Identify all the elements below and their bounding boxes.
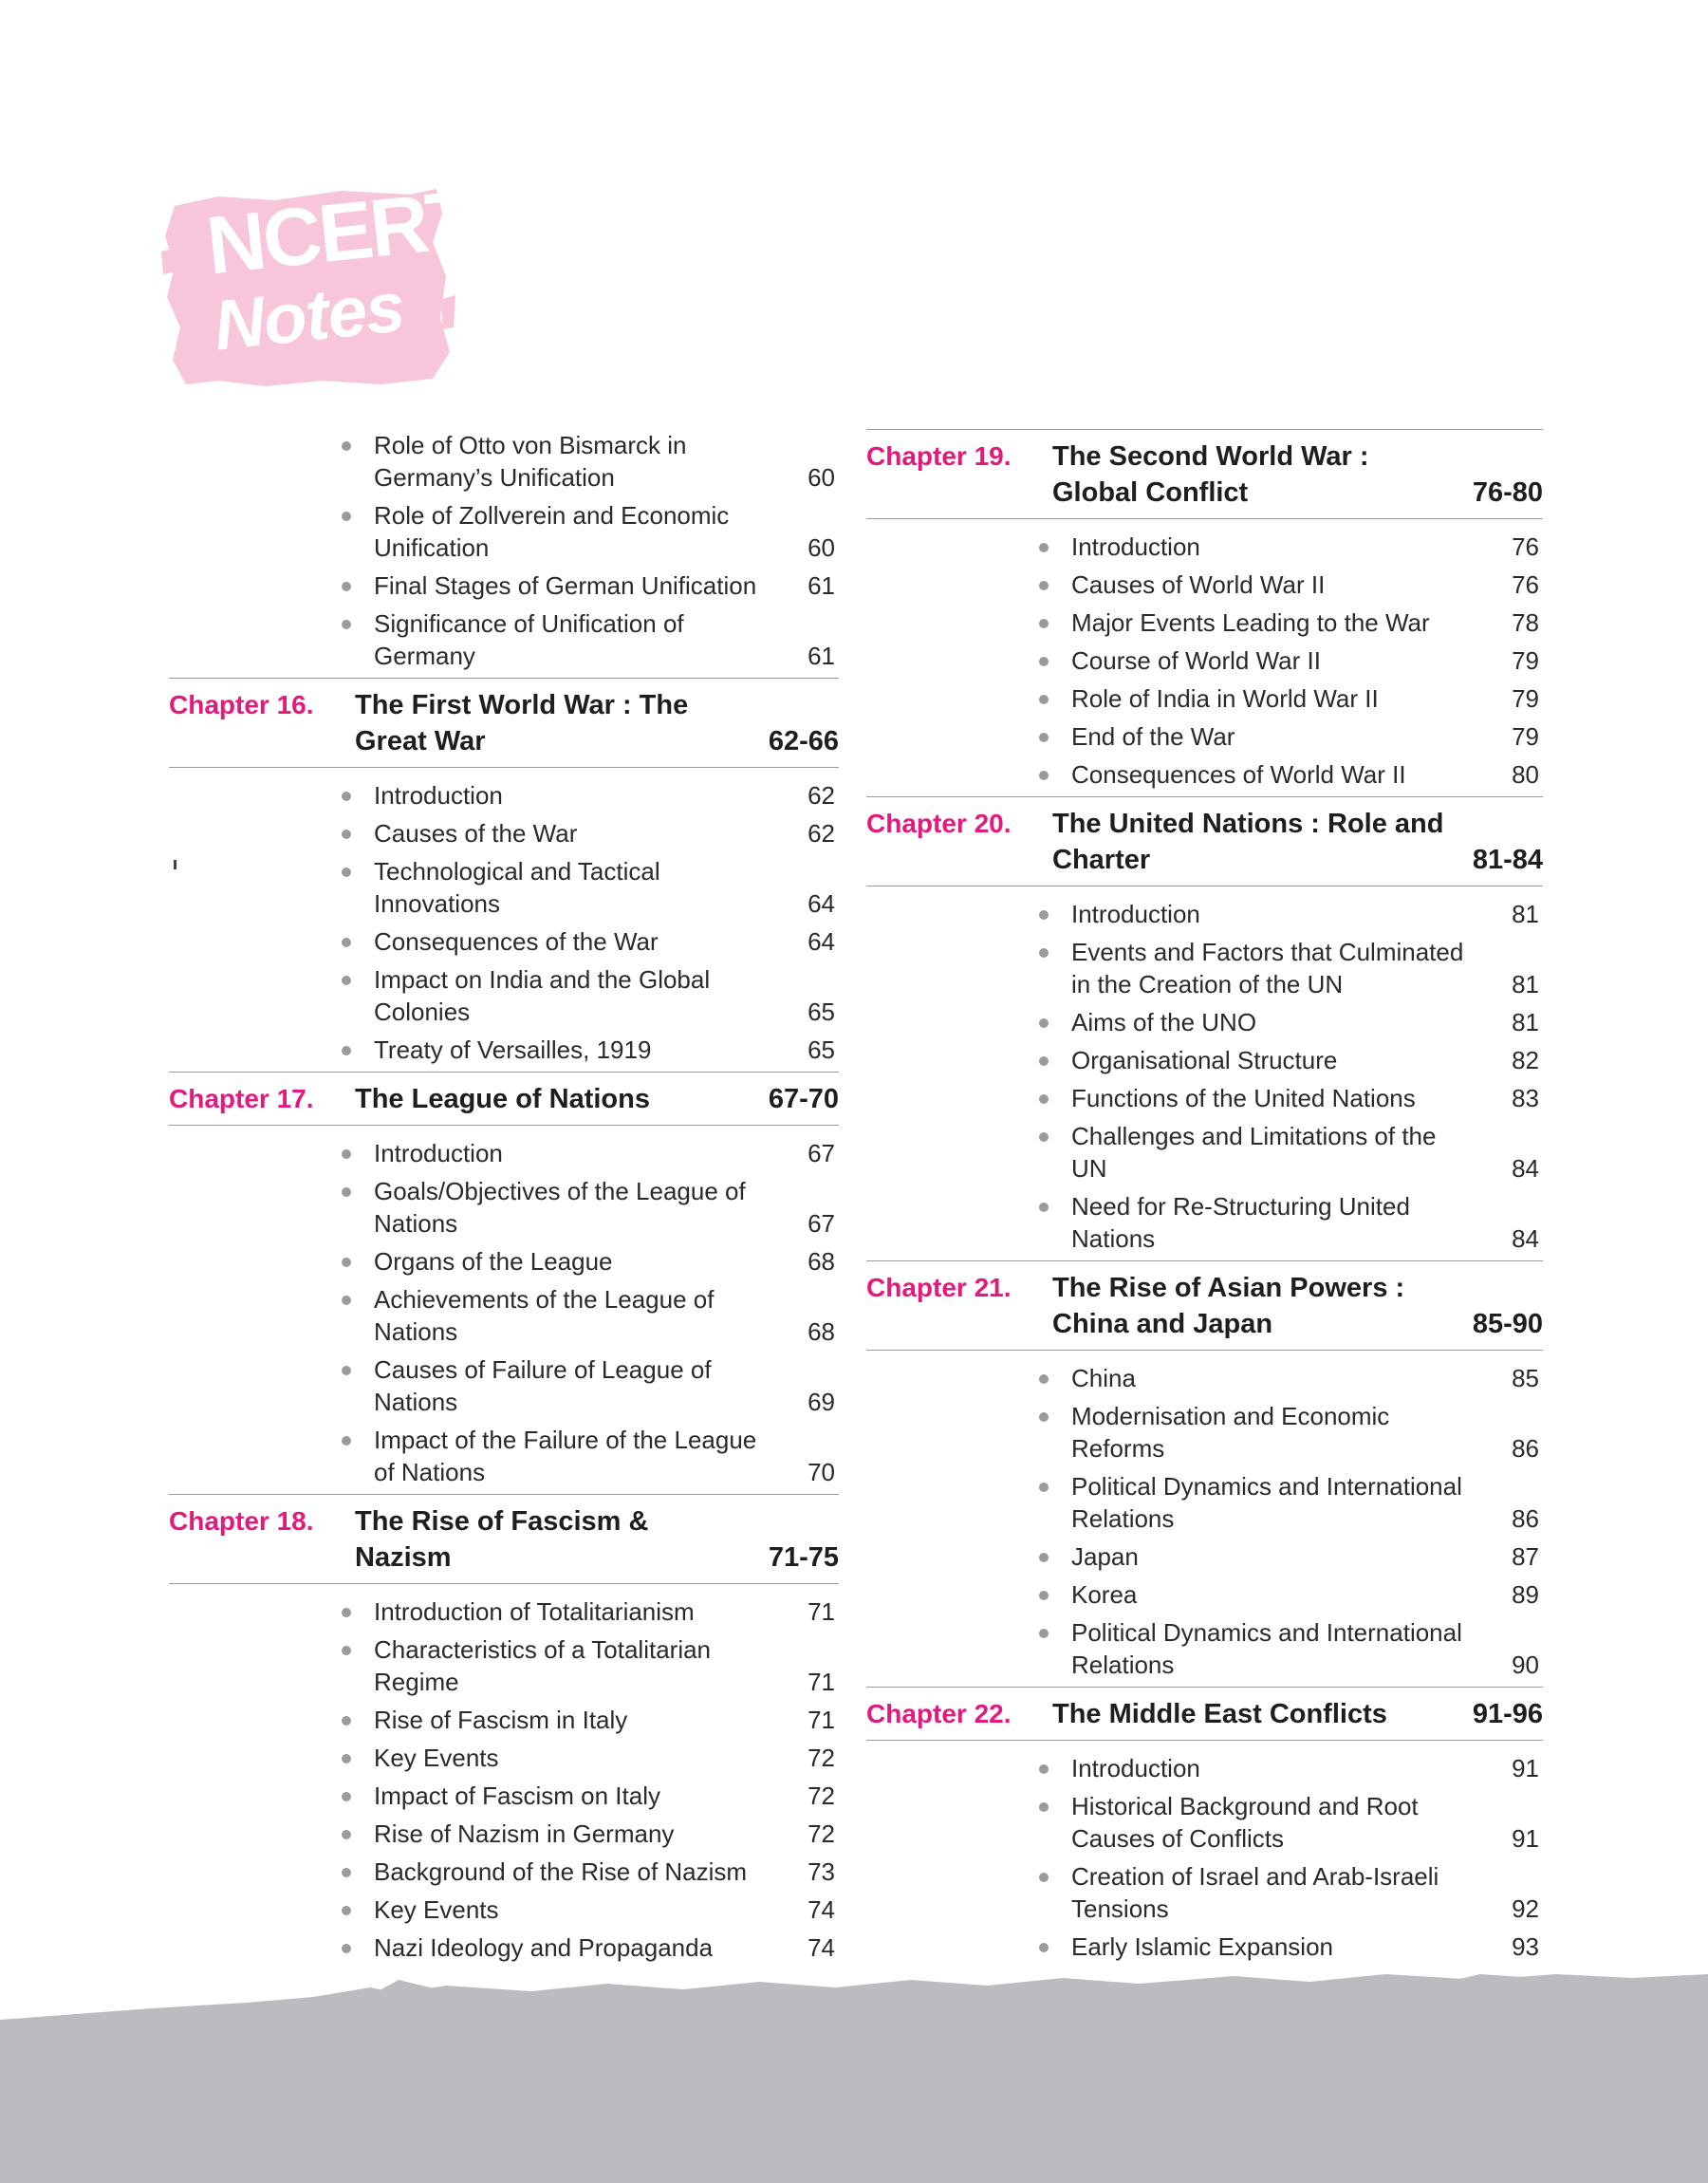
- toc-item[interactable]: [1037, 1790, 1543, 1855]
- chapter-20-heading[interactable]: [866, 796, 1543, 886]
- toc-item-page: 62: [808, 781, 835, 810]
- bullet-icon: [342, 1046, 351, 1055]
- toc-item-text: Challenges and Limitations of the UN: [1071, 1122, 1437, 1183]
- chapter-pages: 67-70: [768, 1084, 839, 1114]
- toc-item-page: 72: [808, 1782, 835, 1810]
- bullet-icon: [342, 1646, 351, 1655]
- toc-item[interactable]: [340, 963, 839, 1028]
- bullet-icon: [1039, 581, 1049, 590]
- toc-item[interactable]: [340, 855, 839, 920]
- toc-item-page: 79: [1512, 722, 1539, 751]
- logo-line-ncert: NCERT: [202, 173, 478, 292]
- toc-item-page: 67: [808, 1209, 835, 1238]
- toc-item-page: 67: [808, 1139, 835, 1167]
- toc-item-page: 86: [1512, 1504, 1539, 1533]
- bullet-icon: [342, 512, 351, 521]
- bullet-icon: [1039, 948, 1049, 958]
- chapter-label: Chapter 20.: [866, 809, 1012, 838]
- chapter-19-items: [866, 531, 1543, 791]
- bullet-icon: [1039, 695, 1049, 704]
- toc-item-text: Introduction: [1071, 1754, 1200, 1782]
- toc-left-column: [169, 429, 839, 1969]
- bullet-icon: [1039, 1553, 1049, 1562]
- chapter-18-heading[interactable]: [169, 1494, 839, 1584]
- toc-item[interactable]: [340, 1283, 839, 1348]
- chapter-21-heading[interactable]: [866, 1260, 1543, 1351]
- toc-item[interactable]: [1037, 1190, 1543, 1255]
- bullet-icon: [1039, 1943, 1049, 1952]
- toc-item-page: 90: [1512, 1651, 1539, 1679]
- toc-item-page: 79: [1512, 684, 1539, 713]
- chapter-title: The First World War : The Great War: [355, 690, 689, 756]
- toc-item-text: Role of Otto von Bismarck in Germany’s Unification: [374, 431, 687, 492]
- toc-item[interactable]: [1037, 758, 1543, 791]
- toc-item-page: 70: [808, 1458, 835, 1486]
- toc-item-page: 76: [1512, 532, 1539, 561]
- toc-item-text: Background of the Rise of Nazism: [374, 1857, 748, 1886]
- toc-item-page: 74: [808, 1933, 835, 1962]
- bullet-icon: [342, 938, 351, 947]
- logo-line-notes: Notes: [210, 267, 408, 365]
- bullet-icon: [1039, 1094, 1049, 1104]
- bullet-icon: [1039, 1374, 1049, 1384]
- toc-item[interactable]: [1037, 682, 1543, 715]
- toc-item-text: Achievements of the League of Nations: [374, 1285, 715, 1346]
- toc-item[interactable]: [340, 569, 839, 602]
- toc-item-text: Organs of the League: [374, 1247, 613, 1276]
- toc-item[interactable]: [340, 1818, 839, 1850]
- toc-item-page: 69: [808, 1388, 835, 1416]
- bullet-icon: [342, 1792, 351, 1801]
- toc-item[interactable]: [340, 925, 839, 958]
- bullet-icon: [342, 1716, 351, 1726]
- toc-item[interactable]: [1037, 936, 1543, 1000]
- toc-item[interactable]: [1037, 606, 1543, 639]
- toc-item-page: 65: [808, 1036, 835, 1064]
- toc-item-text: Causes of Failure of League of Nations: [374, 1355, 712, 1416]
- toc-item-text: Technological and Tactical Innovations: [374, 857, 660, 918]
- toc-item[interactable]: [340, 429, 839, 494]
- toc-item-text: Early Islamic Expansion: [1071, 1932, 1333, 1961]
- bullet-icon: [342, 1149, 351, 1159]
- toc-item-page: 85: [1512, 1364, 1539, 1392]
- toc-item-text: Modernisation and Economic Reforms: [1071, 1402, 1390, 1463]
- toc-item[interactable]: [340, 1424, 839, 1488]
- toc-item[interactable]: [1037, 1931, 1543, 1963]
- toc-item-page: 68: [808, 1247, 835, 1276]
- bullet-icon: [1039, 1591, 1049, 1600]
- toc-item[interactable]: [340, 1780, 839, 1812]
- toc-item-text: Organisational Structure: [1071, 1046, 1338, 1074]
- toc-item-text: Aims of the UNO: [1071, 1008, 1257, 1036]
- chapter-title: The Middle East Conflicts: [1052, 1699, 1387, 1729]
- toc-item-page: 60: [808, 463, 835, 492]
- bullet-icon: [1039, 1018, 1049, 1028]
- toc-item[interactable]: [340, 1742, 839, 1774]
- bullet-icon: [1039, 1132, 1049, 1142]
- chapter-16-heading[interactable]: [169, 678, 839, 768]
- toc-item-text: Rise of Fascism in Italy: [374, 1706, 628, 1734]
- chapter-label: Chapter 21.: [866, 1273, 1012, 1302]
- bullet-icon: [1039, 1056, 1049, 1066]
- toc-item-text: China: [1071, 1364, 1136, 1392]
- toc-item-text: Events and Factors that Culminated in the Creation of the UN: [1071, 938, 1464, 998]
- toc-item[interactable]: [340, 1034, 839, 1066]
- toc-item-text: Creation of Israel and Arab-Israeli Tensions: [1071, 1862, 1439, 1923]
- toc-item-text: Korea: [1071, 1580, 1138, 1609]
- toc-item[interactable]: [340, 1633, 839, 1698]
- chapter-22-heading[interactable]: [866, 1687, 1543, 1741]
- bullet-icon: [1039, 1629, 1049, 1638]
- toc-item-text: Introduction: [374, 1139, 503, 1167]
- chapter-16-items: [169, 779, 839, 1066]
- bullet-icon: [1039, 1412, 1049, 1422]
- toc-right-column: [866, 429, 1543, 1968]
- chapter-pages: 76-80: [1472, 477, 1543, 508]
- toc-item-text: Introduction of Totalitarianism: [374, 1597, 695, 1626]
- toc-item-text: Characteristics of a Totalitarian Regime: [374, 1635, 712, 1696]
- toc-item-text: Impact on India and the Global Colonies: [374, 965, 711, 1026]
- bullet-icon: [1039, 771, 1049, 780]
- toc-item[interactable]: [340, 817, 839, 849]
- toc-item-page: 71: [808, 1668, 835, 1696]
- toc-item-text: Causes of the War: [374, 819, 578, 848]
- chapter-18-items: [169, 1595, 839, 1964]
- toc-item-text: Role of Zollverein and Economic Unification: [374, 501, 730, 562]
- bullet-icon: [342, 1830, 351, 1839]
- toc-item[interactable]: [340, 607, 839, 672]
- toc-item-page: 73: [808, 1857, 835, 1886]
- toc-item-page: 76: [1512, 570, 1539, 599]
- toc-item-text: Key Events: [374, 1744, 499, 1772]
- toc-item-page: 62: [808, 819, 835, 848]
- toc-item[interactable]: [1037, 531, 1543, 563]
- toc-item-text: Impact of Fascism on Italy: [374, 1782, 660, 1810]
- toc-item-text: Consequences of World War II: [1071, 760, 1406, 789]
- toc-item[interactable]: [1037, 1044, 1543, 1076]
- bullet-icon: [342, 1436, 351, 1446]
- toc-item-page: 84: [1512, 1224, 1539, 1253]
- chapter-pages: 62-66: [768, 726, 839, 756]
- bullet-icon: [342, 1608, 351, 1617]
- toc-item-page: 82: [1512, 1046, 1539, 1074]
- toc-item[interactable]: [1037, 898, 1543, 930]
- toc-item[interactable]: [1037, 720, 1543, 753]
- toc-item[interactable]: [1037, 569, 1543, 601]
- toc-item-page: 68: [808, 1317, 835, 1346]
- toc-item-text: Course of World War II: [1071, 646, 1321, 675]
- chapter-pages: 85-90: [1472, 1309, 1543, 1339]
- chapter-pages: 71-75: [768, 1542, 839, 1573]
- toc-item-text: Political Dynamics and International Relations: [1071, 1618, 1462, 1679]
- chapter-label: Chapter 16.: [169, 690, 314, 719]
- toc-item[interactable]: [1037, 644, 1543, 677]
- toc-item-page: 92: [1512, 1894, 1539, 1923]
- ncert-notes-logo: [161, 173, 478, 389]
- toc-item-page: 93: [1512, 1932, 1539, 1961]
- toc-item-text: Impact of the Failure of the League of Nations: [374, 1426, 757, 1486]
- toc-item-page: 61: [808, 642, 835, 670]
- toc-item-page: 74: [808, 1895, 835, 1924]
- chapter-label: Chapter 18.: [169, 1506, 314, 1536]
- chapter-title: The United Nations : Role and Charter: [1052, 809, 1444, 875]
- chapter-label: Chapter 17.: [169, 1084, 314, 1113]
- toc-item-text: Functions of the United Nations: [1071, 1084, 1416, 1112]
- toc-item-page: 91: [1512, 1824, 1539, 1853]
- toc-item[interactable]: [1037, 1120, 1543, 1185]
- toc-item[interactable]: [340, 1245, 839, 1278]
- toc-item[interactable]: [340, 1175, 839, 1240]
- toc-item-text: Goals/Objectives of the League of Nations: [374, 1177, 746, 1238]
- toc-item[interactable]: [1037, 1540, 1543, 1573]
- bullet-icon: [1039, 1764, 1049, 1774]
- toc-item-text: Major Events Leading to the War: [1071, 608, 1430, 637]
- toc-item-page: 65: [808, 998, 835, 1026]
- toc-item[interactable]: [1037, 1400, 1543, 1465]
- bullet-icon: [342, 582, 351, 591]
- toc-item-text: Rise of Nazism in Germany: [374, 1819, 675, 1848]
- bullet-icon: [1039, 543, 1049, 552]
- bullet-icon: [342, 1258, 351, 1267]
- bullet-icon: [342, 1366, 351, 1375]
- bullet-icon: [342, 1868, 351, 1877]
- toc-item-page: 78: [1512, 608, 1539, 637]
- toc-item-text: Nazi Ideology and Propaganda: [374, 1933, 714, 1962]
- bottom-brush-band: [0, 1974, 1708, 2183]
- bullet-icon: [342, 1296, 351, 1305]
- bullet-icon: [1039, 733, 1049, 742]
- toc-item-text: Introduction: [374, 781, 503, 810]
- chapter-label: Chapter 22.: [866, 1699, 1012, 1728]
- bullet-icon: [342, 830, 351, 839]
- toc-item[interactable]: [340, 1894, 839, 1926]
- chapter-title: The Rise of Fascism & Nazism: [355, 1506, 649, 1573]
- toc-item-text: Causes of World War II: [1071, 570, 1326, 599]
- toc-item-page: 80: [1512, 760, 1539, 789]
- chapter-title: The Rise of Asian Powers : China and Japan: [1052, 1273, 1405, 1339]
- toc-item-page: 83: [1512, 1084, 1539, 1112]
- chapter-15-continued-items: [169, 429, 839, 672]
- toc-item[interactable]: [340, 1137, 839, 1169]
- toc-item-text: Introduction: [1071, 532, 1200, 561]
- toc-item-text: Need for Re-Structuring United Nations: [1071, 1192, 1410, 1253]
- chapter-21-items: [866, 1362, 1543, 1681]
- bullet-icon: [1039, 910, 1049, 920]
- toc-item[interactable]: [340, 1595, 839, 1628]
- toc-item[interactable]: [1037, 1752, 1543, 1784]
- toc-item-page: 71: [808, 1597, 835, 1626]
- bullet-icon: [342, 441, 351, 451]
- bullet-icon: [342, 792, 351, 801]
- toc-item-text: Political Dynamics and International Relations: [1071, 1472, 1462, 1533]
- toc-item[interactable]: [340, 1931, 839, 1964]
- toc-item[interactable]: [1037, 1616, 1543, 1681]
- toc-item-text: Consequences of the War: [374, 927, 659, 956]
- bullet-icon: [342, 1187, 351, 1197]
- toc-item-page: 86: [1512, 1434, 1539, 1463]
- toc-item[interactable]: [1037, 1362, 1543, 1394]
- toc-item[interactable]: [340, 1353, 839, 1418]
- toc-item-page: 60: [808, 533, 835, 562]
- bullet-icon: [342, 620, 351, 629]
- toc-item-text: Role of India in World War II: [1071, 684, 1379, 713]
- toc-item[interactable]: [340, 1704, 839, 1736]
- bullet-icon: [1039, 1203, 1049, 1212]
- chapter-22-items: [866, 1752, 1543, 1963]
- toc-item[interactable]: [340, 1856, 839, 1888]
- toc-item-page: 72: [808, 1744, 835, 1772]
- chapter-label: Chapter 19.: [866, 441, 1012, 471]
- chapter-17-heading[interactable]: [169, 1072, 839, 1126]
- bullet-icon: [342, 1906, 351, 1915]
- toc-item[interactable]: [340, 779, 839, 812]
- toc-item-page: 72: [808, 1819, 835, 1848]
- chapter-17-items: [169, 1137, 839, 1488]
- chapter-20-items: [866, 898, 1543, 1255]
- toc-item-page: 81: [1512, 1008, 1539, 1036]
- bullet-icon: [342, 868, 351, 877]
- toc-item-page: 81: [1512, 900, 1539, 928]
- toc-item-text: Key Events: [374, 1895, 499, 1924]
- toc-item[interactable]: [340, 499, 839, 564]
- toc-item-text: Significance of Unification of Germany: [374, 609, 684, 670]
- bullet-icon: [1039, 1802, 1049, 1812]
- toc-item-text: End of the War: [1071, 722, 1235, 751]
- toc-item-text: Historical Background and Root Causes of Conflicts: [1071, 1792, 1419, 1853]
- toc-item-page: 89: [1512, 1580, 1539, 1609]
- bullet-icon: [342, 1944, 351, 1953]
- toc-item-page: 87: [1512, 1542, 1539, 1571]
- bullet-icon: [342, 1754, 351, 1763]
- bullet-icon: [1039, 657, 1049, 666]
- toc-item-text: Treaty of Versailles, 1919: [374, 1036, 652, 1064]
- toc-item-text: Final Stages of German Unification: [374, 571, 757, 600]
- toc-item-page: 64: [808, 889, 835, 918]
- toc-item-text: Introduction: [1071, 900, 1200, 928]
- toc-item[interactable]: [1037, 1470, 1543, 1535]
- chapter-title: The League of Nations: [355, 1084, 650, 1114]
- toc-item[interactable]: [1037, 1082, 1543, 1114]
- toc-item[interactable]: [1037, 1006, 1543, 1038]
- chapter-pages: 81-84: [1472, 845, 1543, 875]
- toc-item-page: 71: [808, 1706, 835, 1734]
- toc-item-text: Japan: [1071, 1542, 1139, 1571]
- bullet-icon: [1039, 619, 1049, 628]
- chapter-19-heading[interactable]: [866, 429, 1543, 519]
- bullet-icon: [1039, 1873, 1049, 1882]
- toc-item[interactable]: [1037, 1860, 1543, 1925]
- toc-item-page: 61: [808, 571, 835, 600]
- bullet-icon: [1039, 1483, 1049, 1492]
- bullet-icon: [342, 976, 351, 985]
- toc-item-page: 91: [1512, 1754, 1539, 1782]
- toc-item[interactable]: [1037, 1578, 1543, 1611]
- toc-item-page: 84: [1512, 1154, 1539, 1183]
- toc-item-page: 79: [1512, 646, 1539, 675]
- chapter-title: The Second World War : Global Conflict: [1052, 441, 1369, 508]
- toc-item-page: 81: [1512, 970, 1539, 998]
- chapter-pages: 91-96: [1472, 1699, 1543, 1729]
- toc-item-page: 64: [808, 927, 835, 956]
